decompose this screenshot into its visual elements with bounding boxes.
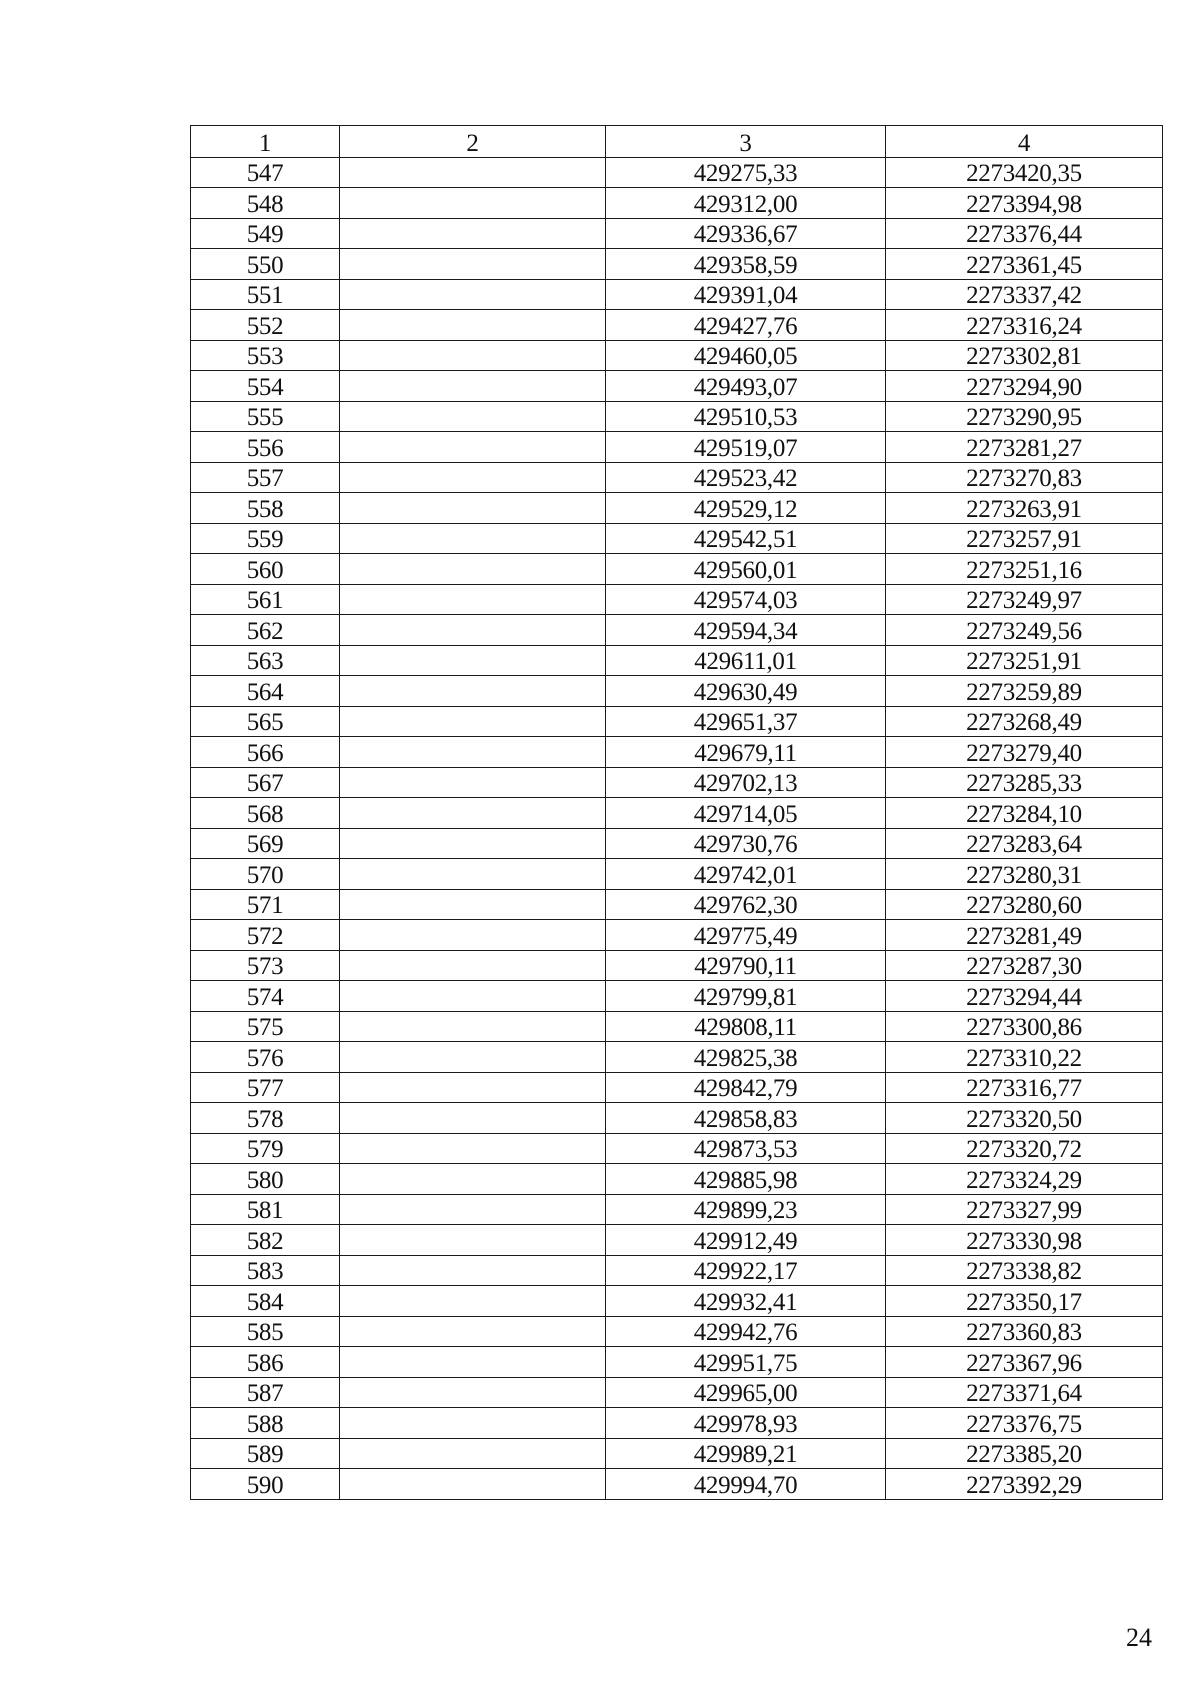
point-number-cell: 559 bbox=[191, 523, 340, 554]
description-cell bbox=[340, 218, 606, 249]
description-cell bbox=[340, 157, 606, 188]
table-row bbox=[191, 371, 1163, 402]
x-coordinate-cell: 429994,70 bbox=[606, 1469, 886, 1500]
description-cell bbox=[340, 981, 606, 1012]
y-coordinate-cell: 2273327,99 bbox=[886, 1194, 1163, 1225]
point-number-cell: 553 bbox=[191, 340, 340, 371]
y-coordinate-cell: 2273263,91 bbox=[886, 493, 1163, 524]
description-cell bbox=[340, 706, 606, 737]
description-cell bbox=[340, 1164, 606, 1195]
description-cell bbox=[340, 584, 606, 615]
point-number-cell: 554 bbox=[191, 371, 340, 402]
y-coordinate-cell: 2273249,97 bbox=[886, 584, 1163, 615]
y-coordinate-cell: 2273281,49 bbox=[886, 920, 1163, 951]
x-coordinate-cell: 429873,53 bbox=[606, 1133, 886, 1164]
y-coordinate-cell: 2273257,91 bbox=[886, 523, 1163, 554]
y-coordinate-cell: 2273316,77 bbox=[886, 1072, 1163, 1103]
point-number-cell: 549 bbox=[191, 218, 340, 249]
column-header-3: 3 bbox=[606, 126, 886, 158]
table-row bbox=[191, 157, 1163, 188]
point-number-cell: 574 bbox=[191, 981, 340, 1012]
point-number-cell: 573 bbox=[191, 950, 340, 981]
x-coordinate-cell: 429858,83 bbox=[606, 1103, 886, 1134]
description-cell bbox=[340, 676, 606, 707]
description-cell bbox=[340, 310, 606, 341]
table-row bbox=[191, 462, 1163, 493]
table-row bbox=[191, 737, 1163, 768]
y-coordinate-cell: 2273259,89 bbox=[886, 676, 1163, 707]
x-coordinate-cell: 429825,38 bbox=[606, 1042, 886, 1073]
table-row bbox=[191, 1225, 1163, 1256]
y-coordinate-cell: 2273279,40 bbox=[886, 737, 1163, 768]
table-row bbox=[191, 493, 1163, 524]
point-number-cell: 585 bbox=[191, 1316, 340, 1347]
description-cell bbox=[340, 767, 606, 798]
point-number-cell: 561 bbox=[191, 584, 340, 615]
description-cell bbox=[340, 279, 606, 310]
y-coordinate-cell: 2273302,81 bbox=[886, 340, 1163, 371]
point-number-cell: 566 bbox=[191, 737, 340, 768]
table-row bbox=[191, 1042, 1163, 1073]
point-number-cell: 582 bbox=[191, 1225, 340, 1256]
column-header-2: 2 bbox=[340, 126, 606, 158]
point-number-cell: 567 bbox=[191, 767, 340, 798]
description-cell bbox=[340, 859, 606, 890]
table-row bbox=[191, 645, 1163, 676]
point-number-cell: 558 bbox=[191, 493, 340, 524]
y-coordinate-cell: 2273320,50 bbox=[886, 1103, 1163, 1134]
x-coordinate-cell: 429989,21 bbox=[606, 1438, 886, 1469]
point-number-cell: 556 bbox=[191, 432, 340, 463]
x-coordinate-cell: 429560,01 bbox=[606, 554, 886, 585]
point-number-cell: 551 bbox=[191, 279, 340, 310]
point-number-cell: 575 bbox=[191, 1011, 340, 1042]
description-cell bbox=[340, 340, 606, 371]
table-row bbox=[191, 249, 1163, 280]
table-row bbox=[191, 767, 1163, 798]
point-number-cell: 586 bbox=[191, 1347, 340, 1378]
point-number-cell: 584 bbox=[191, 1286, 340, 1317]
y-coordinate-cell: 2273371,64 bbox=[886, 1377, 1163, 1408]
x-coordinate-cell: 429932,41 bbox=[606, 1286, 886, 1317]
description-cell bbox=[340, 828, 606, 859]
point-number-cell: 576 bbox=[191, 1042, 340, 1073]
table-row bbox=[191, 706, 1163, 737]
description-cell bbox=[340, 1469, 606, 1500]
description-cell bbox=[340, 737, 606, 768]
x-coordinate-cell: 429529,12 bbox=[606, 493, 886, 524]
x-coordinate-cell: 429978,93 bbox=[606, 1408, 886, 1439]
table-row bbox=[191, 1072, 1163, 1103]
table-row bbox=[191, 1194, 1163, 1225]
description-cell bbox=[340, 1011, 606, 1042]
x-coordinate-cell: 429594,34 bbox=[606, 615, 886, 646]
point-number-cell: 588 bbox=[191, 1408, 340, 1439]
description-cell bbox=[340, 1438, 606, 1469]
table-row bbox=[191, 584, 1163, 615]
coordinates-table bbox=[190, 125, 1163, 1500]
description-cell bbox=[340, 1377, 606, 1408]
page-number: 24 bbox=[1126, 1623, 1152, 1652]
point-number-cell: 564 bbox=[191, 676, 340, 707]
description-cell bbox=[340, 920, 606, 951]
y-coordinate-cell: 2273367,96 bbox=[886, 1347, 1163, 1378]
description-cell bbox=[340, 371, 606, 402]
x-coordinate-cell: 429730,76 bbox=[606, 828, 886, 859]
y-coordinate-cell: 2273287,30 bbox=[886, 950, 1163, 981]
x-coordinate-cell: 429651,37 bbox=[606, 706, 886, 737]
point-number-cell: 570 bbox=[191, 859, 340, 890]
point-number-cell: 589 bbox=[191, 1438, 340, 1469]
table-row bbox=[191, 1469, 1163, 1500]
table-row bbox=[191, 523, 1163, 554]
y-coordinate-cell: 2273385,20 bbox=[886, 1438, 1163, 1469]
x-coordinate-cell: 429611,01 bbox=[606, 645, 886, 676]
table-row bbox=[191, 188, 1163, 219]
point-number-cell: 587 bbox=[191, 1377, 340, 1408]
y-coordinate-cell: 2273280,60 bbox=[886, 889, 1163, 920]
description-cell bbox=[340, 1255, 606, 1286]
y-coordinate-cell: 2273360,83 bbox=[886, 1316, 1163, 1347]
table-row bbox=[191, 432, 1163, 463]
y-coordinate-cell: 2273294,44 bbox=[886, 981, 1163, 1012]
description-cell bbox=[340, 1133, 606, 1164]
x-coordinate-cell: 429922,17 bbox=[606, 1255, 886, 1286]
column-header-4: 4 bbox=[886, 126, 1163, 158]
table-row bbox=[191, 1438, 1163, 1469]
description-cell bbox=[340, 1042, 606, 1073]
description-cell bbox=[340, 1225, 606, 1256]
x-coordinate-cell: 429790,11 bbox=[606, 950, 886, 981]
y-coordinate-cell: 2273316,24 bbox=[886, 310, 1163, 341]
description-cell bbox=[340, 1072, 606, 1103]
point-number-cell: 572 bbox=[191, 920, 340, 951]
x-coordinate-cell: 429965,00 bbox=[606, 1377, 886, 1408]
point-number-cell: 548 bbox=[191, 188, 340, 219]
column-header-1: 1 bbox=[191, 126, 340, 158]
point-number-cell: 550 bbox=[191, 249, 340, 280]
point-number-cell: 581 bbox=[191, 1194, 340, 1225]
table-row bbox=[191, 1286, 1163, 1317]
description-cell bbox=[340, 188, 606, 219]
x-coordinate-cell: 429275,33 bbox=[606, 157, 886, 188]
description-cell bbox=[340, 615, 606, 646]
table-row bbox=[191, 1011, 1163, 1042]
table-row bbox=[191, 676, 1163, 707]
description-cell bbox=[340, 1316, 606, 1347]
y-coordinate-cell: 2273324,29 bbox=[886, 1164, 1163, 1195]
point-number-cell: 590 bbox=[191, 1469, 340, 1500]
header-row bbox=[191, 126, 1163, 158]
point-number-cell: 563 bbox=[191, 645, 340, 676]
y-coordinate-cell: 2273268,49 bbox=[886, 706, 1163, 737]
x-coordinate-cell: 429762,30 bbox=[606, 889, 886, 920]
description-cell bbox=[340, 554, 606, 585]
table-row bbox=[191, 340, 1163, 371]
description-cell bbox=[340, 1286, 606, 1317]
y-coordinate-cell: 2273284,10 bbox=[886, 798, 1163, 829]
description-cell bbox=[340, 889, 606, 920]
table-row bbox=[191, 1133, 1163, 1164]
x-coordinate-cell: 429391,04 bbox=[606, 279, 886, 310]
table-row bbox=[191, 950, 1163, 981]
table-row bbox=[191, 981, 1163, 1012]
table-body bbox=[191, 157, 1163, 1499]
description-cell bbox=[340, 432, 606, 463]
x-coordinate-cell: 429427,76 bbox=[606, 310, 886, 341]
table-row bbox=[191, 218, 1163, 249]
x-coordinate-cell: 429775,49 bbox=[606, 920, 886, 951]
table-row bbox=[191, 554, 1163, 585]
point-number-cell: 565 bbox=[191, 706, 340, 737]
x-coordinate-cell: 429714,05 bbox=[606, 798, 886, 829]
y-coordinate-cell: 2273330,98 bbox=[886, 1225, 1163, 1256]
point-number-cell: 560 bbox=[191, 554, 340, 585]
description-cell bbox=[340, 1103, 606, 1134]
point-number-cell: 547 bbox=[191, 157, 340, 188]
point-number-cell: 577 bbox=[191, 1072, 340, 1103]
table-row bbox=[191, 279, 1163, 310]
x-coordinate-cell: 429702,13 bbox=[606, 767, 886, 798]
x-coordinate-cell: 429542,51 bbox=[606, 523, 886, 554]
y-coordinate-cell: 2273300,86 bbox=[886, 1011, 1163, 1042]
x-coordinate-cell: 429460,05 bbox=[606, 340, 886, 371]
point-number-cell: 579 bbox=[191, 1133, 340, 1164]
table-row bbox=[191, 828, 1163, 859]
y-coordinate-cell: 2273285,33 bbox=[886, 767, 1163, 798]
table-row bbox=[191, 920, 1163, 951]
table-row bbox=[191, 1255, 1163, 1286]
y-coordinate-cell: 2273376,75 bbox=[886, 1408, 1163, 1439]
x-coordinate-cell: 429808,11 bbox=[606, 1011, 886, 1042]
table-row bbox=[191, 1408, 1163, 1439]
table-row bbox=[191, 1103, 1163, 1134]
x-coordinate-cell: 429312,00 bbox=[606, 188, 886, 219]
point-number-cell: 580 bbox=[191, 1164, 340, 1195]
table-row bbox=[191, 1164, 1163, 1195]
y-coordinate-cell: 2273294,90 bbox=[886, 371, 1163, 402]
y-coordinate-cell: 2273310,22 bbox=[886, 1042, 1163, 1073]
table-row bbox=[191, 1347, 1163, 1378]
y-coordinate-cell: 2273249,56 bbox=[886, 615, 1163, 646]
description-cell bbox=[340, 1408, 606, 1439]
point-number-cell: 552 bbox=[191, 310, 340, 341]
y-coordinate-cell: 2273283,64 bbox=[886, 828, 1163, 859]
point-number-cell: 583 bbox=[191, 1255, 340, 1286]
description-cell bbox=[340, 249, 606, 280]
y-coordinate-cell: 2273281,27 bbox=[886, 432, 1163, 463]
x-coordinate-cell: 429519,07 bbox=[606, 432, 886, 463]
description-cell bbox=[340, 798, 606, 829]
y-coordinate-cell: 2273290,95 bbox=[886, 401, 1163, 432]
description-cell bbox=[340, 645, 606, 676]
point-number-cell: 555 bbox=[191, 401, 340, 432]
y-coordinate-cell: 2273337,42 bbox=[886, 279, 1163, 310]
y-coordinate-cell: 2273251,91 bbox=[886, 645, 1163, 676]
description-cell bbox=[340, 523, 606, 554]
table-row bbox=[191, 1377, 1163, 1408]
description-cell bbox=[340, 401, 606, 432]
table-row bbox=[191, 859, 1163, 890]
y-coordinate-cell: 2273376,44 bbox=[886, 218, 1163, 249]
y-coordinate-cell: 2273394,98 bbox=[886, 188, 1163, 219]
point-number-cell: 571 bbox=[191, 889, 340, 920]
x-coordinate-cell: 429799,81 bbox=[606, 981, 886, 1012]
y-coordinate-cell: 2273280,31 bbox=[886, 859, 1163, 890]
y-coordinate-cell: 2273270,83 bbox=[886, 462, 1163, 493]
y-coordinate-cell: 2273350,17 bbox=[886, 1286, 1163, 1317]
y-coordinate-cell: 2273361,45 bbox=[886, 249, 1163, 280]
x-coordinate-cell: 429574,03 bbox=[606, 584, 886, 615]
description-cell bbox=[340, 1194, 606, 1225]
y-coordinate-cell: 2273320,72 bbox=[886, 1133, 1163, 1164]
x-coordinate-cell: 429510,53 bbox=[606, 401, 886, 432]
x-coordinate-cell: 429493,07 bbox=[606, 371, 886, 402]
description-cell bbox=[340, 950, 606, 981]
x-coordinate-cell: 429336,67 bbox=[606, 218, 886, 249]
description-cell bbox=[340, 493, 606, 524]
x-coordinate-cell: 429358,59 bbox=[606, 249, 886, 280]
x-coordinate-cell: 429630,49 bbox=[606, 676, 886, 707]
table-row bbox=[191, 798, 1163, 829]
x-coordinate-cell: 429951,75 bbox=[606, 1347, 886, 1378]
y-coordinate-cell: 2273392,29 bbox=[886, 1469, 1163, 1500]
y-coordinate-cell: 2273251,16 bbox=[886, 554, 1163, 585]
x-coordinate-cell: 429679,11 bbox=[606, 737, 886, 768]
x-coordinate-cell: 429942,76 bbox=[606, 1316, 886, 1347]
x-coordinate-cell: 429912,49 bbox=[606, 1225, 886, 1256]
x-coordinate-cell: 429742,01 bbox=[606, 859, 886, 890]
table-row bbox=[191, 401, 1163, 432]
x-coordinate-cell: 429899,23 bbox=[606, 1194, 886, 1225]
y-coordinate-cell: 2273420,35 bbox=[886, 157, 1163, 188]
x-coordinate-cell: 429523,42 bbox=[606, 462, 886, 493]
table-row bbox=[191, 615, 1163, 646]
table-row bbox=[191, 1316, 1163, 1347]
point-number-cell: 568 bbox=[191, 798, 340, 829]
x-coordinate-cell: 429885,98 bbox=[606, 1164, 886, 1195]
table-row bbox=[191, 310, 1163, 341]
x-coordinate-cell: 429842,79 bbox=[606, 1072, 886, 1103]
y-coordinate-cell: 2273338,82 bbox=[886, 1255, 1163, 1286]
point-number-cell: 569 bbox=[191, 828, 340, 859]
point-number-cell: 562 bbox=[191, 615, 340, 646]
point-number-cell: 578 bbox=[191, 1103, 340, 1134]
table-header bbox=[191, 126, 1163, 158]
description-cell bbox=[340, 1347, 606, 1378]
point-number-cell: 557 bbox=[191, 462, 340, 493]
description-cell bbox=[340, 462, 606, 493]
table-row bbox=[191, 889, 1163, 920]
